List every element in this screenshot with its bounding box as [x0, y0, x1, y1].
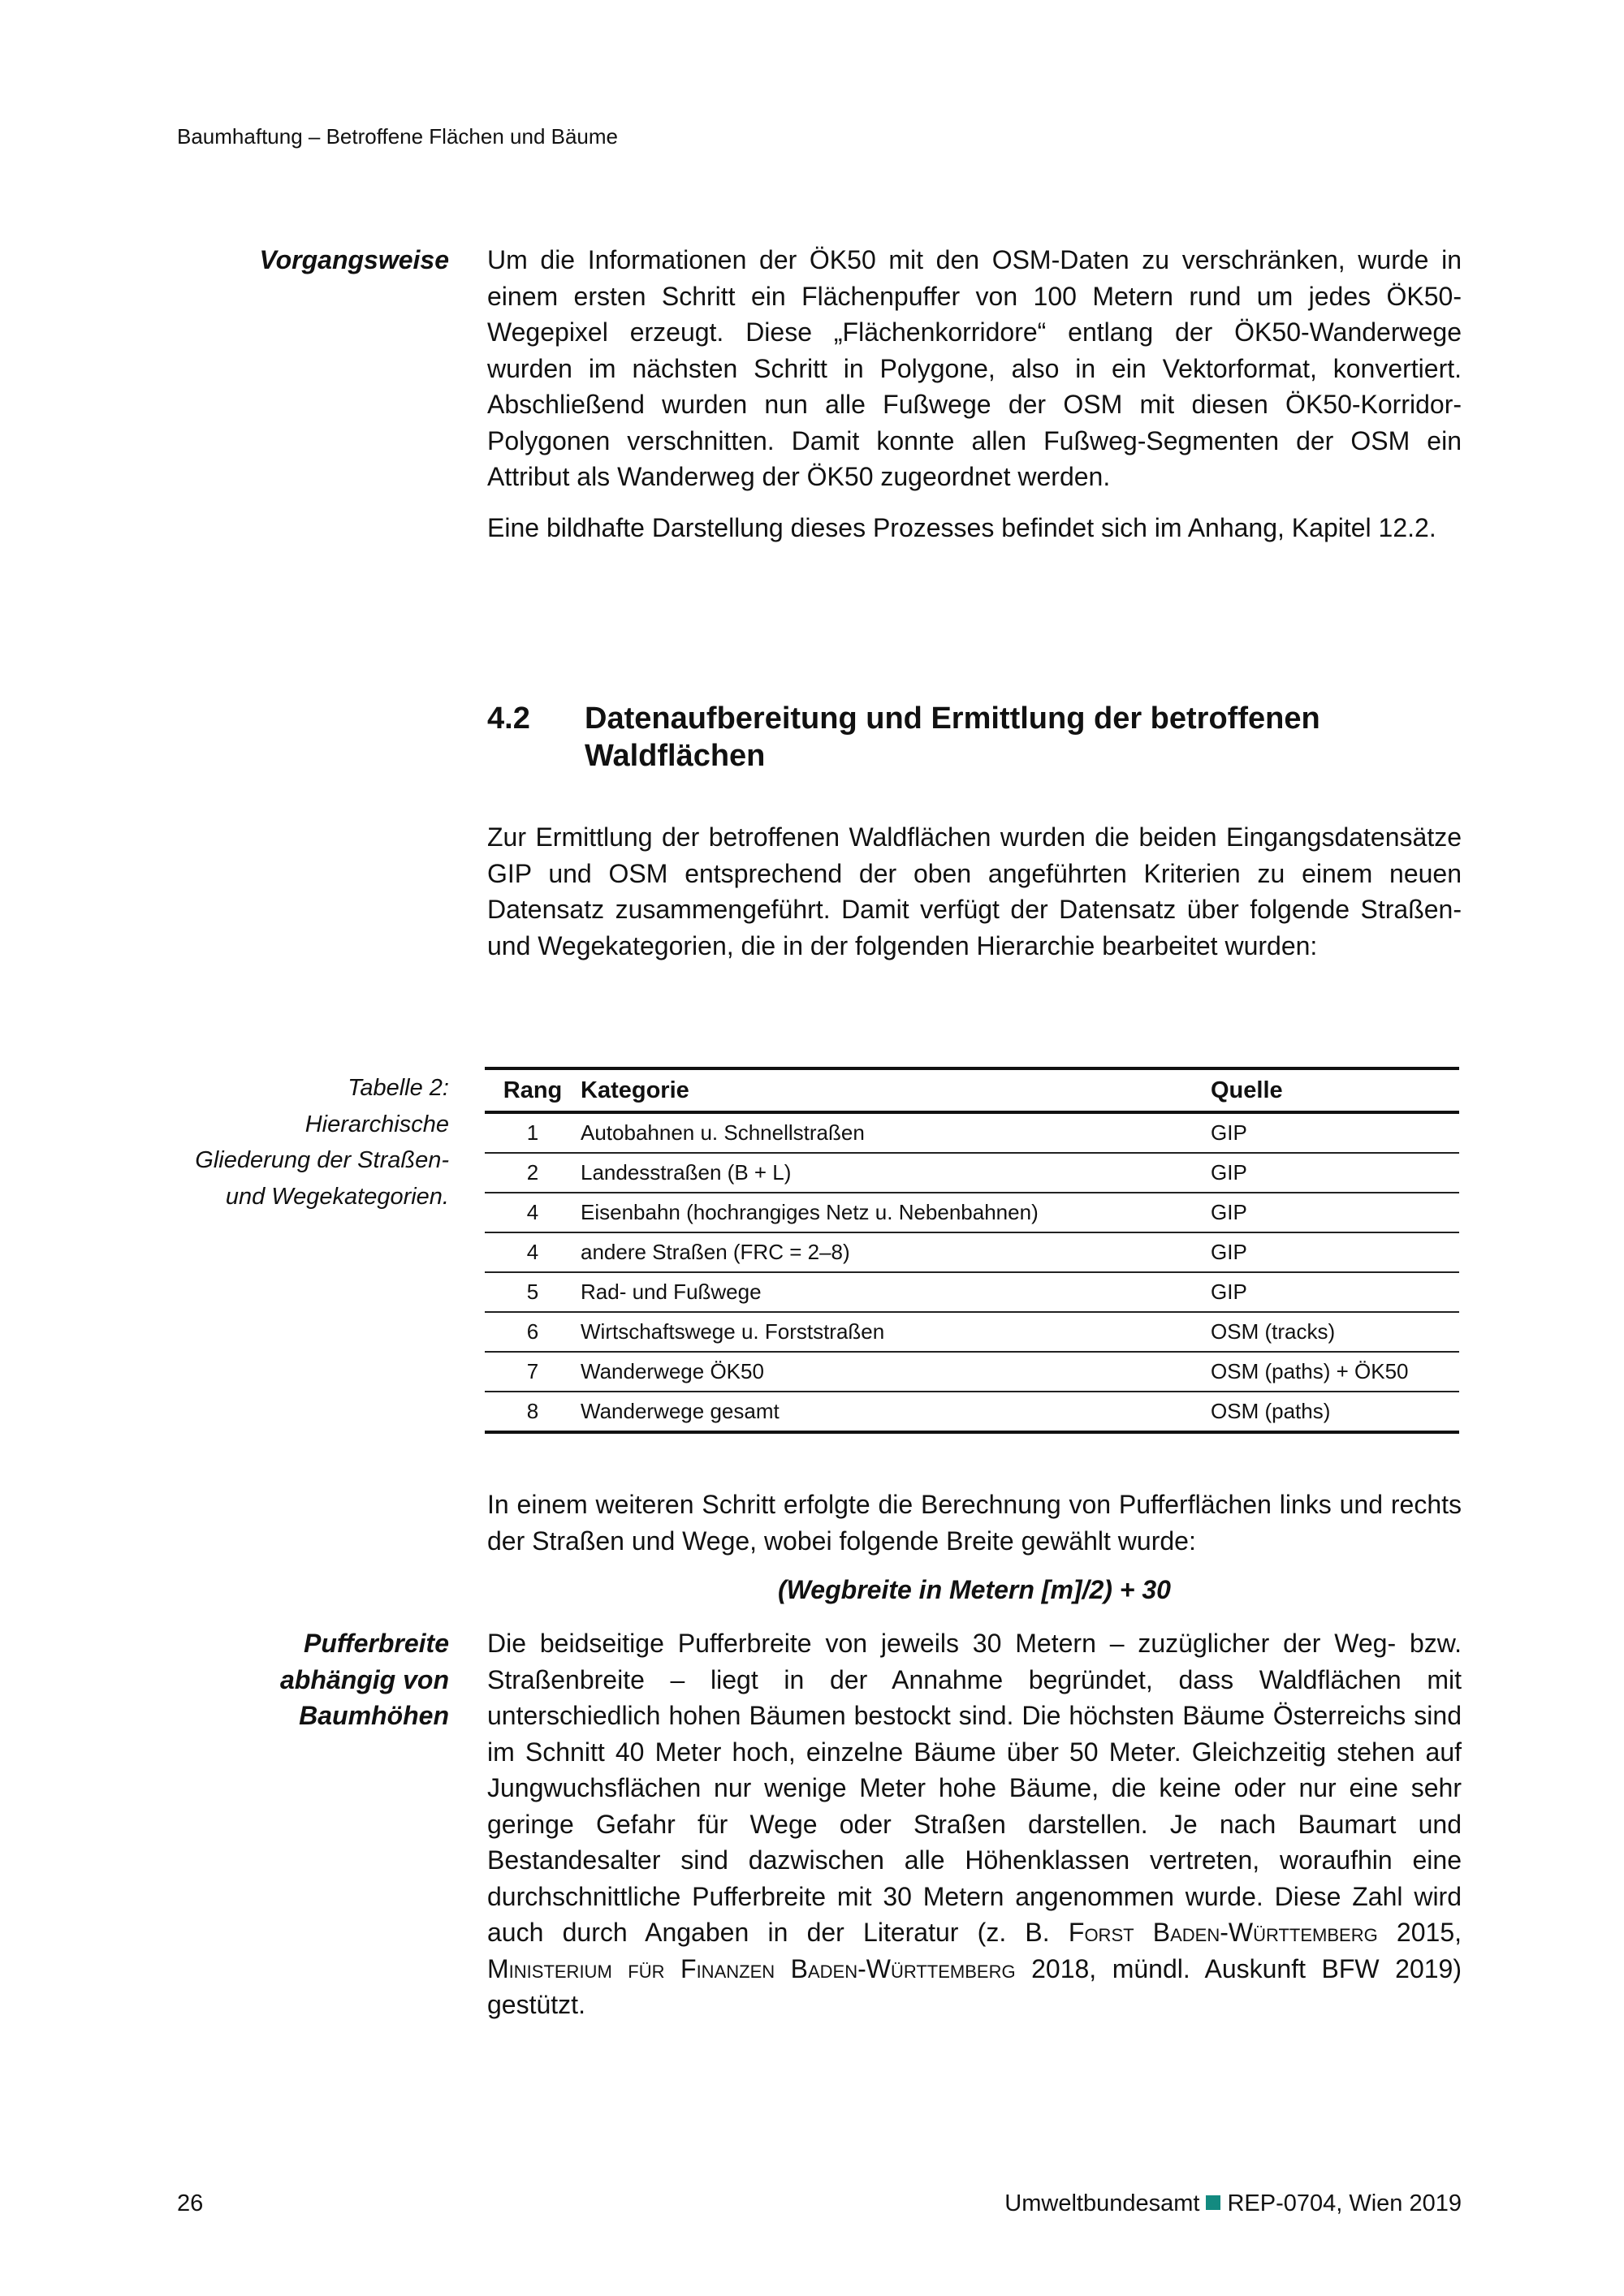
section-number: 4.2 — [487, 701, 530, 736]
cell-kategorie: Eisenbahn (hochrangiges Netz u. Nebenbahnen) — [581, 1193, 1211, 1232]
table-caption — [195, 1070, 449, 1215]
table-row — [485, 1193, 1459, 1232]
paragraph-vorgangsweise — [487, 242, 1462, 546]
citation: Ministerium für Finanzen Baden-Württemberg — [487, 1953, 1016, 1983]
note-line: Pufferbreite — [303, 1629, 449, 1658]
running-header: Baumhaftung – Betroffene Flächen und Bäume — [177, 124, 619, 149]
caption-line: Gliederung der Straßen- — [195, 1147, 449, 1173]
citation: Forst Baden-Württemberg — [1068, 1918, 1378, 1947]
note-line: abhängig von — [280, 1664, 449, 1694]
caption-line: und Wegekategorien. — [225, 1183, 449, 1210]
cell-kategorie: Rad- und Fußwege — [581, 1272, 1211, 1312]
table-row — [485, 1272, 1459, 1312]
cell-kategorie: Wanderwege gesamt — [581, 1392, 1211, 1432]
table-row — [485, 1112, 1459, 1153]
cell-kategorie: Wanderwege ÖK50 — [581, 1352, 1211, 1392]
cell-rang: 4 — [485, 1193, 581, 1232]
cell-kategorie: andere Straßen (FRC = 2–8) — [581, 1232, 1211, 1272]
cell-quelle: GIP — [1211, 1232, 1459, 1272]
caption-line: Tabelle 2: — [348, 1075, 449, 1101]
category-table — [485, 1067, 1459, 1434]
table-row — [485, 1352, 1459, 1392]
cell-rang: 6 — [485, 1312, 581, 1352]
cell-quelle: GIP — [1211, 1193, 1459, 1232]
section-title: Datenaufbereitung und Ermittlung der betroffenen Waldflächen — [585, 701, 1320, 773]
cell-rang: 8 — [485, 1392, 581, 1432]
cell-rang: 2 — [485, 1153, 581, 1193]
table-row — [485, 1232, 1459, 1272]
footer-imprint — [1004, 2190, 1462, 2217]
table-row — [485, 1312, 1459, 1352]
header-quelle: Quelle — [1211, 1068, 1459, 1112]
cell-quelle: OSM (paths) — [1211, 1392, 1459, 1432]
paragraph-pufferbreite — [487, 1625, 1462, 2023]
cell-quelle: GIP — [1211, 1153, 1459, 1193]
cell-quelle: GIP — [1211, 1272, 1459, 1312]
cell-rang: 1 — [485, 1112, 581, 1153]
header-rang: Rang — [485, 1068, 581, 1112]
cell-kategorie: Landesstraßen (B + L) — [581, 1153, 1211, 1193]
cell-rang: 7 — [485, 1352, 581, 1392]
text: Die beidseitige Pufferbreite von jeweils 30 Metern – zuzüglicher der Weg- bzw. Straßenbreite – liegt in der Annahme begründet, dass Waldflächen mit unterschiedlich hohen Bäumen bestockt sind. Die höchsten Bäume Österreichs sind im Schnitt 40 Meter hoch, einzelne Bäume über 50 Meter. Gleichzeitig stehen auf Jungwuchsflächen nur wenige Meter hohe Bäume, die keine oder nur eine sehr geringe Gefahr für Wege oder Straßen darstellen. Je nach Baumart und Bestandesalter sind dazwischen alle Höhenklassen vertreten, woraufhin eine durchschnittliche Pufferbreite mit 30 Metern angenommen wurde. Diese Zahl wird auch durch Angaben in der Literatur (z. B. — [487, 1629, 1462, 1947]
cell-kategorie: Wirtschaftswege u. Forststraßen — [581, 1312, 1211, 1352]
cell-quelle: GIP — [1211, 1112, 1459, 1153]
cell-quelle: OSM (tracks) — [1211, 1312, 1459, 1352]
cell-quelle: OSM (paths) + ÖK50 — [1211, 1352, 1459, 1392]
caption-line: Hierarchische — [304, 1111, 449, 1137]
page-number: 26 — [177, 2190, 204, 2216]
cell-rang: 5 — [485, 1272, 581, 1312]
table-row — [485, 1153, 1459, 1193]
paragraph-text: Um die Informationen der ÖK50 mit den OSM-Daten zu verschränken, wurde in einem ersten Schritt ein Flächenpuffer von 100 Metern rund um jedes ÖK50-Wegepixel erzeugt. Diese „Flächenkorridore“ entlang der ÖK50-Wanderwege wurden im nächsten Schritt in Polygone, also in ein Vektorformat, konvertiert. Abschließend wurden nun alle Fußwege der OSM mit diesen ÖK50-Korridor-Polygonen verschnitten. Damit konnte allen Fußweg-Segmenten der OSM ein Attribut als Wanderweg der ÖK50 zugeordnet werden. — [487, 245, 1462, 491]
note-line: Baumhöhen — [299, 1701, 449, 1730]
cell-rang: 4 — [485, 1232, 581, 1272]
publisher: Umweltbundesamt — [1004, 2190, 1200, 2216]
margin-note-pufferbreite — [280, 1625, 449, 1734]
cell-kategorie: Autobahnen u. Schnellstraßen — [581, 1112, 1211, 1153]
paragraph-puffer: In einem weiteren Schritt erfolgte die Berechnung von Pufferflächen links und rechts der Straßen und Wege, wobei folgende Breite gewählt wurde: — [487, 1490, 1462, 1556]
table-header-row — [485, 1068, 1459, 1112]
text: 2015, — [1377, 1918, 1462, 1947]
paragraph-intro: Zur Ermittlung der betroffenen Waldflächen wurden die beiden Eingangsdatensätze GIP und OSM entsprechend der oben angeführten Kriterien zu einem neuen Datensatz zusammengeführt. Damit verfügt der Datensatz über folgende Straßen- und Wegekategorien, die in der folgenden Hierarchie bearbeitet wurden: — [487, 822, 1462, 960]
margin-note-vorgangsweise: Vorgangsweise — [259, 245, 449, 274]
formula: (Wegbreite in Metern [m]/2) + 30 — [778, 1575, 1171, 1604]
header-kategorie: Kategorie — [581, 1068, 1211, 1112]
square-bullet-icon — [1206, 2195, 1220, 2210]
section-heading — [487, 700, 1445, 775]
text: 2018, mündl. Auskunft BFW 2019) gestützt. — [487, 1953, 1462, 2019]
paragraph-text: Eine bildhafte Darstellung dieses Prozesses befindet sich im Anhang, Kapitel 12.2. — [487, 512, 1436, 542]
report-id: REP-0704, Wien 2019 — [1227, 2190, 1462, 2216]
table-row — [485, 1392, 1459, 1432]
